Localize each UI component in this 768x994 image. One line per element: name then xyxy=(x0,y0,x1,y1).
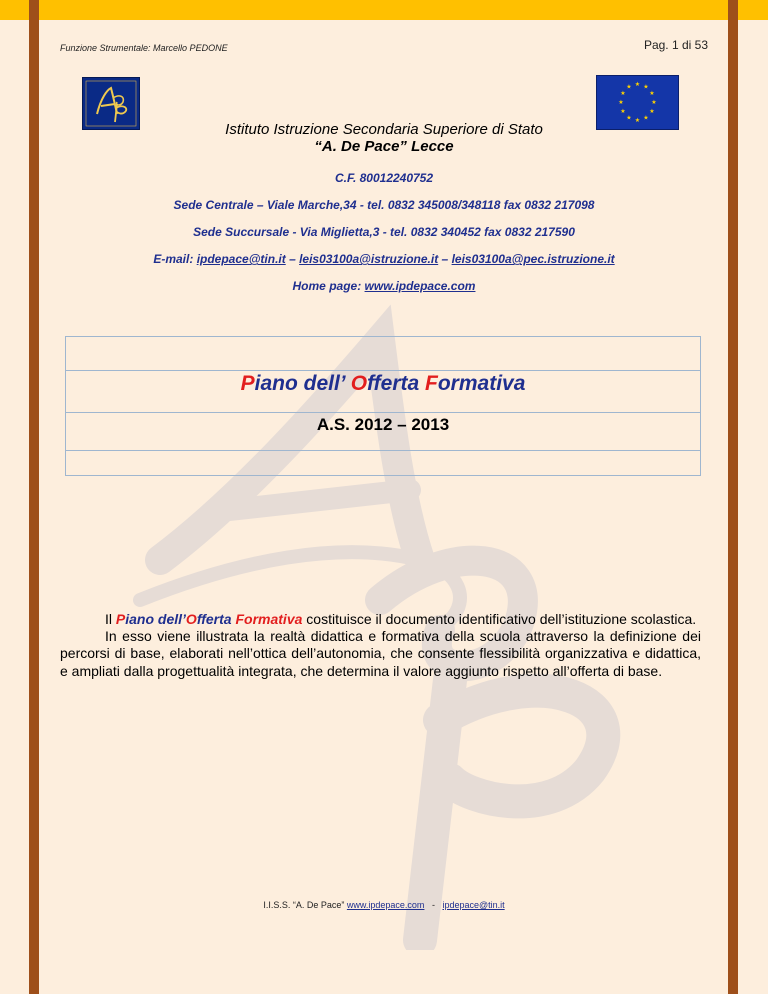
kw-p: P xyxy=(115,611,126,627)
kw-formativa: ormativa xyxy=(244,611,303,627)
kw-dell: dell’ xyxy=(154,611,186,627)
email-label: E-mail: xyxy=(153,252,194,266)
svg-text:★: ★ xyxy=(649,108,655,115)
page-footer xyxy=(40,900,728,910)
institution-name: Istituto Istruzione Secondaria Superiore di Stato xyxy=(225,121,543,138)
svg-text:★: ★ xyxy=(620,108,626,115)
kw-f: F xyxy=(231,611,245,627)
email-separator-1: – xyxy=(289,252,300,266)
svg-text:★: ★ xyxy=(626,83,632,91)
email-link-2[interactable]: leis03100a@istruzione.it xyxy=(299,252,439,266)
svg-text:★: ★ xyxy=(643,83,649,91)
title-letter-p: P xyxy=(240,372,255,395)
institution-subname: “A. De Pace” Lecce xyxy=(314,138,454,155)
kw-o: O xyxy=(185,611,197,627)
intro-paragraph-2: In esso viene illustrata la realtà didattica e formativa della scuola attraverso la definizione dei percorsi di base, elaborati nell’ottica dell’autonomia, che consente flessibilità organizzativa e didattica, e ampliati dalla progettualità integrata, che determina il valore aggiunto rispetto all’offerta di base. xyxy=(60,628,701,679)
kw-piano: iano xyxy=(125,611,155,627)
intro-paragraph-1 xyxy=(60,611,701,628)
document-title xyxy=(66,372,700,396)
school-year: A.S. 2012 – 2013 xyxy=(316,415,450,434)
title-table xyxy=(65,336,701,476)
svg-text:★: ★ xyxy=(649,90,655,97)
intro-text xyxy=(60,611,701,680)
svg-text:★: ★ xyxy=(643,114,649,122)
top-decorative-band xyxy=(0,0,768,20)
svg-text:★: ★ xyxy=(634,117,641,124)
sede-centrale: Sede Centrale – Viale Marche,34 - tel. 0832 345008/348118 fax 0832 217098 xyxy=(173,198,595,212)
home-page-line xyxy=(40,279,728,293)
header-page-number: Pag. 1 di 53 xyxy=(643,38,708,52)
title-word-formativa: ormativa xyxy=(437,372,526,395)
email-line xyxy=(40,252,728,266)
title-word-piano: iano dell’ xyxy=(254,372,351,395)
svg-text:★: ★ xyxy=(634,81,641,88)
title-table-row-divider xyxy=(66,412,700,413)
footer-separator: - xyxy=(426,900,440,910)
right-decorative-bar xyxy=(728,0,738,994)
institution-cf: C.F. 80012240752 xyxy=(334,171,434,185)
svg-text:★: ★ xyxy=(620,90,626,97)
email-link-3[interactable]: leis03100a@pec.istruzione.it xyxy=(451,252,615,266)
footer-email-link[interactable]: ipdepace@tin.it xyxy=(442,900,505,910)
title-word-offerta: fferta xyxy=(367,372,426,395)
title-letter-o: O xyxy=(350,372,368,395)
title-table-row-divider xyxy=(66,450,700,451)
sede-succursale: Sede Succursale - Via Miglietta,3 - tel. 0832 340452 fax 0832 217590 xyxy=(193,225,575,239)
home-page-label: Home page: xyxy=(292,279,362,293)
intro-tail: costituisce il documento identificativo dell’istituzione scolastica. xyxy=(302,611,697,627)
left-decorative-bar xyxy=(29,0,39,994)
footer-site-link[interactable]: www.ipdepace.com xyxy=(346,900,425,910)
svg-text:★: ★ xyxy=(626,114,632,122)
intro-lead: Il xyxy=(105,611,116,627)
email-separator-2: – xyxy=(441,252,452,266)
title-table-row-divider xyxy=(66,370,700,371)
home-page-link[interactable]: www.ipdepace.com xyxy=(364,279,476,293)
svg-text:★: ★ xyxy=(618,99,624,106)
email-link-1[interactable]: ipdepace@tin.it xyxy=(196,252,286,266)
footer-lead: I.I.S.S. “A. De Pace” xyxy=(263,900,345,910)
kw-offerta: fferta xyxy=(196,611,232,627)
svg-text:★: ★ xyxy=(651,99,657,106)
header-author: Funzione Strumentale: Marcello PEDONE xyxy=(60,43,228,53)
title-letter-f: F xyxy=(425,372,438,395)
